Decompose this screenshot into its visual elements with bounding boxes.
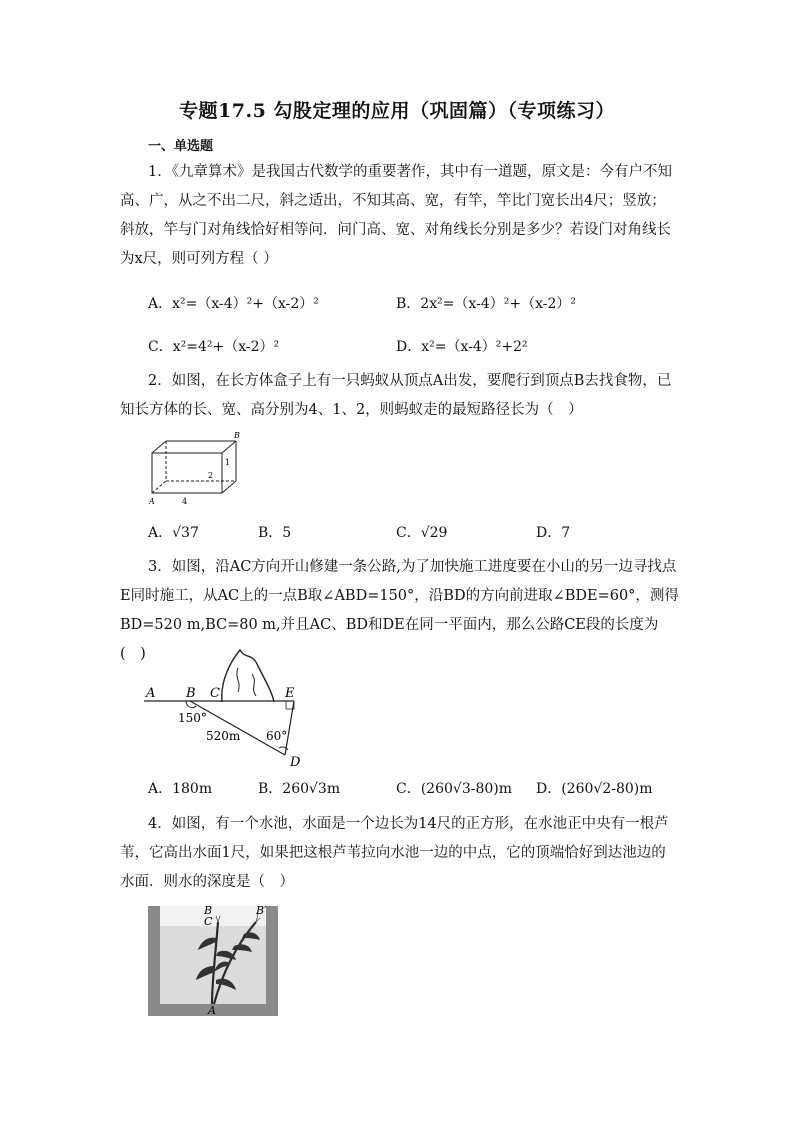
cuboid-figure bbox=[146, 428, 246, 508]
cuboid-width: 1 bbox=[225, 458, 231, 467]
reed-label-b: B bbox=[204, 904, 213, 917]
section-heading: 一、单选题 bbox=[148, 139, 214, 154]
question-4-stem: 4．如图，有一个水池，水面是一个边长为14尺的正方形，在水池正中央有一根芦苇，它高出水面1尺，如果把这根芦苇拉向水池一边的中点，它的顶端恰好到达池边的水面．则水的深度是（ ） bbox=[120, 816, 669, 890]
q3-option-a: A．180m bbox=[148, 781, 213, 797]
q2-option-b: B．5 bbox=[258, 525, 292, 541]
page-title: 专题17.5 勾股定理的应用（巩固篇）（专项练习） bbox=[179, 100, 615, 122]
q2-option-c: C．√29 bbox=[396, 525, 448, 541]
q1-option-a: A．x²=（x-4）²+（x-2）² bbox=[148, 296, 319, 312]
reed-label-b-prime: B′ bbox=[256, 904, 267, 917]
q1-option-c: C．x²=4²+（x-2）² bbox=[148, 339, 280, 355]
cuboid-label-a: A bbox=[149, 497, 155, 506]
cuboid-label-b: B bbox=[234, 431, 240, 440]
q1-option-d: D．x²=（x-4）²+2² bbox=[396, 339, 528, 355]
reed-label-a: A bbox=[208, 1004, 216, 1017]
angle-60-label: 60° bbox=[266, 729, 288, 743]
mountain-road-figure bbox=[142, 642, 312, 770]
q2-option-d: D．7 bbox=[536, 525, 571, 541]
reed-pool-figure bbox=[146, 900, 280, 1018]
reed-label-c: C bbox=[204, 915, 213, 928]
distance-520-label: 520m bbox=[206, 729, 241, 743]
q3-option-d: D．(260√2-80)m bbox=[536, 781, 653, 797]
q3-option-b: B．260√3m bbox=[258, 781, 341, 797]
cuboid-length: 4 bbox=[182, 497, 188, 506]
cuboid-height: 2 bbox=[208, 471, 214, 480]
question-1-stem: 1．《九章算术》是我国古代数学的重要著作，其中有一道题，原文是：今有户不知高、广，从之不出二尺，斜之适出，不知其高、宽，有竿，竿比门宽长出4尺；竖放；斜放，竿与门对角线恰好相等问．问门高、宽、对角线长分别是多少？若设门对角线长为x尺，则可列方程（ ） bbox=[120, 164, 672, 267]
angle-150-label: 150° bbox=[178, 711, 207, 725]
road-label-a: A bbox=[146, 686, 156, 701]
road-label-e: E bbox=[285, 686, 295, 701]
question-2-stem: 2．如图，在长方体盒子上有一只蚂蚁从顶点A出发，要爬行到顶点B去找食物，已知长方体的长、宽、高分别为4、1、2，则蚂蚁走的最短路径长为（ ） bbox=[120, 373, 672, 418]
road-label-d: D bbox=[290, 755, 301, 770]
q2-option-a: A．√37 bbox=[148, 525, 199, 541]
question-3-stem: 3．如图，沿AC方向开山修建一条公路,为了加快施工进度要在小山的另一边寻找点E同时施工，从AC上的一点B取∠ABD=150°，沿BD的方向前进取∠BDE=60°，测得BD=520 m,BC=80 m,并且AC、BD和DE在同一平面内，那么公路CE段的长度为( ) bbox=[120, 559, 679, 662]
q3-option-c: C．(260√3-80)m bbox=[396, 781, 513, 797]
road-label-b: B bbox=[186, 686, 196, 701]
road-label-c: C bbox=[210, 686, 220, 701]
q1-option-b: B．2x²=（x-4）²+（x-2）² bbox=[396, 296, 576, 312]
